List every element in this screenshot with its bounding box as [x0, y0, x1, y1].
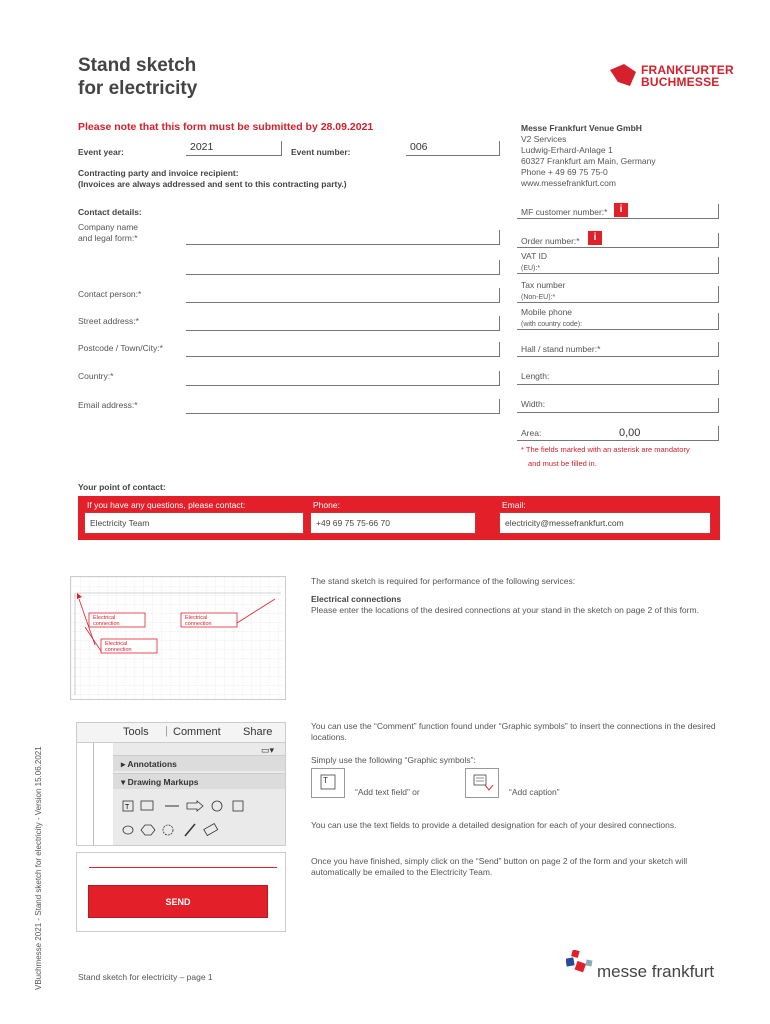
frankfurter-buchmesse-logo-icon [610, 64, 636, 86]
markup-tool-icons [121, 799, 281, 846]
contact-email-field[interactable]: electricity@messefrankfurt.com [499, 512, 711, 534]
contracting-line-2: (Invoices are always addressed and sent to this contracting party.) [78, 179, 347, 189]
contracting-party-note [78, 168, 347, 190]
sketch-label-2b: connection [185, 621, 212, 627]
event-year-field[interactable]: 2021 [186, 141, 282, 156]
drawing-markups-label: Drawing Markups [127, 777, 199, 787]
tax-label-text: Tax number [521, 280, 566, 290]
tab-tools: Tools [123, 726, 149, 738]
company-name-label [78, 222, 138, 244]
page-footer-label: Stand sketch for electricity – page 1 [78, 972, 213, 982]
vat-label-text: VAT ID [521, 251, 547, 261]
street-address-field[interactable] [186, 316, 500, 331]
graphic-symbols-text: Simply use the following “Graphic symbols”: [311, 755, 476, 765]
logo-line-2: BUCHMESSE [641, 75, 720, 89]
company-label-line-1: Company name [78, 222, 139, 232]
event-year-label: Event year: [78, 147, 124, 157]
length-label: Length: [521, 371, 550, 381]
comment-pane [113, 743, 286, 846]
email-address-field[interactable] [186, 399, 500, 414]
logo-line-1: FRANKFURTER [641, 63, 734, 77]
version-side-text: VBuchmesse 2021 - Stand sketch for electricity - Version 15.06.2021 [34, 746, 43, 990]
tab-comment: Comment [173, 726, 221, 738]
submission-deadline-note: Please note that this form must be submitted by 28.09.2021 [78, 121, 374, 133]
svg-text:T: T [323, 776, 328, 785]
contracting-line-1: Contracting party and invoice recipient: [78, 168, 239, 178]
mobile-label-text: Mobile phone [521, 307, 573, 317]
title-line-1: Stand sketch [78, 55, 197, 76]
hall-stand-label: Hall / stand number:* [521, 344, 601, 354]
phone-label: Phone: [313, 500, 340, 510]
vat-id-label [521, 251, 547, 274]
sketch-label-2a: Electrical [185, 615, 208, 621]
send-button-illustration: SEND [88, 885, 268, 918]
area-field[interactable] [517, 426, 719, 441]
electrical-connections-text: Please enter the locations of the desired connections at your stand in the sketch on page 2 of this form. [311, 605, 699, 615]
electrical-connections-heading: Electrical connections [311, 594, 402, 604]
street-address-label: Street address:* [78, 316, 139, 326]
sketch-label-1b: connection [93, 621, 120, 627]
tab-separator: | [165, 725, 168, 737]
contact-person-label: Contact person:* [78, 289, 142, 299]
info-icon[interactable]: i [588, 231, 602, 245]
add-caption-icon [465, 768, 499, 798]
mandatory-fields-note [521, 443, 690, 471]
annotations-row: ▸ Annotations [113, 755, 286, 771]
width-field[interactable] [517, 398, 719, 413]
questions-label: If you have any questions, please contact: [87, 500, 246, 510]
instructions-intro: The stand sketch is required for performance of the following services: [311, 576, 576, 586]
messe-frankfurt-logo-icon [566, 950, 594, 976]
area-value: 0,00 [619, 427, 641, 439]
contact-details-heading: Contact details: [78, 207, 142, 217]
toolbar-screenshot-panel [76, 722, 286, 846]
contact-team-field[interactable]: Electricity Team [84, 512, 304, 534]
contact-person-field[interactable] [186, 288, 500, 303]
sketch-example-panel [70, 576, 286, 700]
info-icon[interactable]: i [614, 203, 628, 217]
tax-sub-text: (Non-EU):* [521, 294, 556, 301]
address-line-3: 60327 Frankfurt am Main, Germany [521, 156, 656, 166]
drawing-markups-row: ▾ Drawing Markups [113, 773, 286, 789]
svg-text:T: T [125, 804, 130, 811]
event-number-label: Event number: [291, 147, 351, 157]
postcode-label: Postcode / Town/City:* [78, 343, 163, 353]
add-text-field-icon [311, 768, 345, 798]
address-line-2: Ludwig-Erhard-Anlage 1 [521, 145, 613, 155]
event-number-field[interactable]: 006 [406, 141, 500, 156]
note-line-1: * The fields marked with an asterisk are mandatory [521, 445, 690, 454]
form-title [78, 54, 197, 100]
sketch-label-3a: Electrical [105, 641, 128, 647]
sketch-label-1a: Electrical [93, 615, 116, 621]
postcode-field[interactable] [186, 342, 500, 357]
add-text-field-label: “Add text field” or [355, 787, 420, 797]
venue-address [521, 123, 656, 189]
address-phone: Phone + 49 69 75 75-0 [521, 167, 608, 177]
vat-id-field[interactable] [517, 257, 719, 274]
company-label-line-2: and legal form:* [78, 233, 138, 243]
designation-text: You can use the text fields to provide a detailed designation for each of your desired connections. [311, 820, 677, 830]
contact-band [78, 496, 720, 540]
sketch-grid-illustration [71, 577, 285, 699]
company-name-field-2[interactable] [186, 260, 500, 275]
sketch-label-3b: connection [105, 647, 132, 653]
point-of-contact-heading: Your point of contact: [78, 482, 166, 492]
send-panel-rule [89, 867, 277, 868]
panel-divider [93, 743, 94, 846]
vat-sub-text: (EU):* [521, 265, 541, 272]
note-line-2: and must be filled in. [528, 459, 597, 468]
country-field[interactable] [186, 371, 500, 386]
country-label: Country:* [78, 371, 114, 381]
order-number-label: Order number:* [521, 236, 580, 246]
mobile-sub-text: (with country code): [521, 321, 583, 328]
send-instructions-text: Once you have finished, simply click on the “Send” button on page 2 of the form and your sketch will automatically be emailed to the Electricity Team. [311, 856, 688, 877]
toolbar-tabs [77, 723, 286, 743]
address-company: Messe Frankfurt Venue GmbH [521, 123, 642, 133]
comment-function-text: You can use the “Comment” function found under “Graphic symbols” to insert the connections in the desired locations. [311, 721, 716, 742]
tax-number-label [521, 280, 565, 303]
messe-frankfurt-logo-text: messe frankfurt [597, 962, 715, 981]
mf-customer-number-label: MF customer number:* [521, 207, 608, 217]
address-web: www.messefrankfurt.com [521, 178, 616, 188]
email-label: Email: [502, 500, 526, 510]
contact-phone-field[interactable]: +49 69 75 75-66 70 [310, 512, 476, 534]
title-line-2: for electricity [78, 78, 198, 99]
annotations-label: Annotations [127, 759, 177, 769]
pane-menu-icon: ▭▾ [261, 745, 275, 755]
add-caption-label: “Add caption” [509, 787, 560, 797]
brand-logo-text [641, 64, 734, 88]
email-address-label: Email address:* [78, 400, 138, 410]
width-label: Width: [521, 399, 546, 409]
address-line-1: V2 Services [521, 134, 567, 144]
area-label: Area: [521, 428, 542, 438]
company-name-field[interactable] [186, 230, 500, 245]
mobile-phone-label [521, 307, 582, 330]
tab-share: Share [243, 726, 273, 738]
